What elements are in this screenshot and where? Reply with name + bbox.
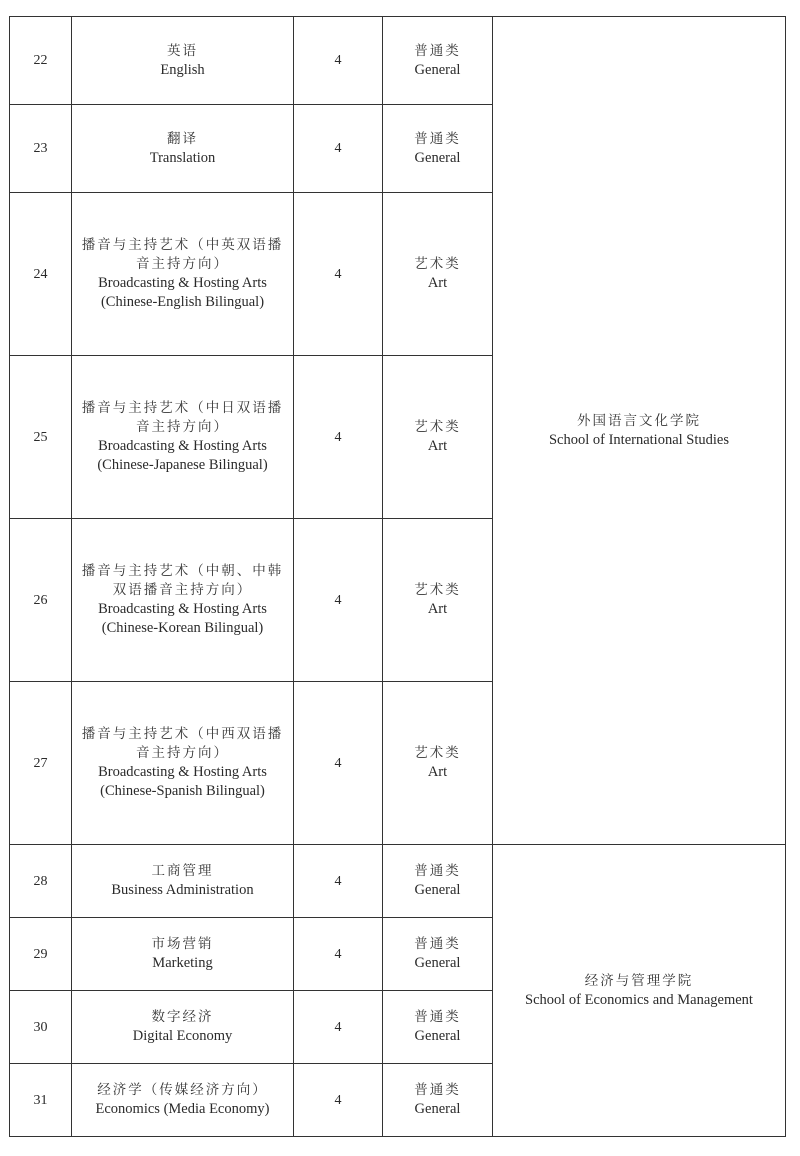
major-name-en: Broadcasting & Hosting Arts bbox=[98, 438, 267, 454]
major-name-zh: 播音与主持艺术（中西双语播音主持方向） bbox=[81, 726, 284, 761]
school-name-en: School of International Studies bbox=[548, 431, 729, 448]
category-en: General bbox=[414, 61, 461, 78]
major-direction-en: (Chinese-English Bilingual) bbox=[100, 294, 265, 310]
major-name bbox=[72, 845, 294, 918]
major-direction-en: (Chinese-Korean Bilingual) bbox=[101, 620, 264, 636]
category bbox=[383, 918, 493, 991]
major-name-zh: 数字经济 bbox=[151, 1009, 214, 1025]
category-zh: 艺术类 bbox=[414, 419, 461, 435]
major-name-zh: 播音与主持艺术（中朝、中韩双语播音主持方向） bbox=[81, 563, 284, 598]
study-years: 4 bbox=[294, 356, 383, 519]
category bbox=[383, 105, 493, 193]
table-row bbox=[10, 845, 786, 918]
study-years: 4 bbox=[294, 193, 383, 356]
category-en: General bbox=[414, 1028, 461, 1044]
major-name-zh: 市场营销 bbox=[151, 936, 214, 952]
category bbox=[383, 519, 493, 682]
category-zh: 普通类 bbox=[414, 42, 461, 59]
school-name-zh: 经济与管理学院 bbox=[584, 972, 694, 989]
major-direction-en: (Chinese-Japanese Bilingual) bbox=[97, 457, 268, 473]
major-name-en: Marketing bbox=[152, 955, 213, 971]
category-zh: 艺术类 bbox=[414, 745, 461, 761]
row-number: 23 bbox=[10, 105, 72, 193]
category-en: General bbox=[414, 1101, 461, 1117]
school-name-zh: 外国语言文化学院 bbox=[577, 412, 701, 429]
major-name-en: Broadcasting & Hosting Arts bbox=[98, 601, 267, 617]
study-years: 4 bbox=[294, 1064, 383, 1137]
row-number: 29 bbox=[10, 918, 72, 991]
study-years: 4 bbox=[294, 682, 383, 845]
row-number: 31 bbox=[10, 1064, 72, 1137]
row-number: 27 bbox=[10, 682, 72, 845]
major-direction-en: (Chinese-Spanish Bilingual) bbox=[100, 783, 265, 799]
category-en: General bbox=[414, 955, 461, 971]
category-zh: 普通类 bbox=[414, 130, 461, 147]
row-number: 28 bbox=[10, 845, 72, 918]
major-name-en: Economics (Media Economy) bbox=[95, 1101, 270, 1117]
major-name bbox=[72, 105, 294, 193]
category-en: Art bbox=[427, 438, 448, 454]
category bbox=[383, 682, 493, 845]
category-zh: 普通类 bbox=[414, 936, 461, 952]
major-name-zh: 英语 bbox=[167, 42, 198, 59]
study-years: 4 bbox=[294, 519, 383, 682]
category bbox=[383, 1064, 493, 1137]
category-en: Art bbox=[427, 275, 448, 291]
major-name-zh: 经济学（传媒经济方向） bbox=[97, 1082, 268, 1098]
major-name bbox=[72, 1064, 294, 1137]
row-number: 25 bbox=[10, 356, 72, 519]
row-number: 26 bbox=[10, 519, 72, 682]
school-cell bbox=[493, 845, 786, 1137]
table-row bbox=[10, 17, 786, 105]
category-zh: 普通类 bbox=[414, 863, 461, 879]
major-name bbox=[72, 356, 294, 519]
major-name-en: Digital Economy bbox=[132, 1028, 233, 1044]
major-name-zh: 工商管理 bbox=[151, 863, 214, 879]
major-name-en: Broadcasting & Hosting Arts bbox=[98, 764, 267, 780]
row-number: 30 bbox=[10, 991, 72, 1064]
row-number: 22 bbox=[10, 17, 72, 105]
study-years: 4 bbox=[294, 991, 383, 1064]
category bbox=[383, 356, 493, 519]
category-zh: 艺术类 bbox=[414, 582, 461, 598]
category bbox=[383, 17, 493, 105]
major-name bbox=[72, 991, 294, 1064]
category bbox=[383, 845, 493, 918]
major-name bbox=[72, 519, 294, 682]
category bbox=[383, 193, 493, 356]
category-zh: 艺术类 bbox=[414, 256, 461, 272]
major-name bbox=[72, 193, 294, 356]
category-zh: 普通类 bbox=[414, 1082, 461, 1098]
major-name-en: Business Administration bbox=[111, 882, 254, 898]
category-en: General bbox=[414, 149, 461, 166]
major-name-en: Translation bbox=[149, 149, 216, 166]
major-name-zh: 播音与主持艺术（中英双语播音主持方向） bbox=[81, 237, 284, 272]
major-name-zh: 播音与主持艺术（中日双语播音主持方向） bbox=[81, 400, 284, 435]
category-zh: 普通类 bbox=[414, 1009, 461, 1025]
school-name-en: School of Economics and Management bbox=[525, 991, 753, 1008]
category-en: Art bbox=[427, 764, 448, 780]
category bbox=[383, 991, 493, 1064]
category-en: Art bbox=[427, 601, 448, 617]
major-name bbox=[72, 918, 294, 991]
study-years: 4 bbox=[294, 105, 383, 193]
major-name-en: Broadcasting & Hosting Arts bbox=[98, 275, 267, 291]
majors-table bbox=[9, 16, 786, 1137]
study-years: 4 bbox=[294, 845, 383, 918]
study-years: 4 bbox=[294, 17, 383, 105]
major-name bbox=[72, 682, 294, 845]
category-en: General bbox=[414, 882, 461, 898]
study-years: 4 bbox=[294, 918, 383, 991]
school-cell bbox=[493, 17, 786, 845]
major-name-zh: 翻译 bbox=[167, 130, 198, 147]
major-name-en: English bbox=[160, 61, 205, 78]
row-number: 24 bbox=[10, 193, 72, 356]
major-name bbox=[72, 17, 294, 105]
